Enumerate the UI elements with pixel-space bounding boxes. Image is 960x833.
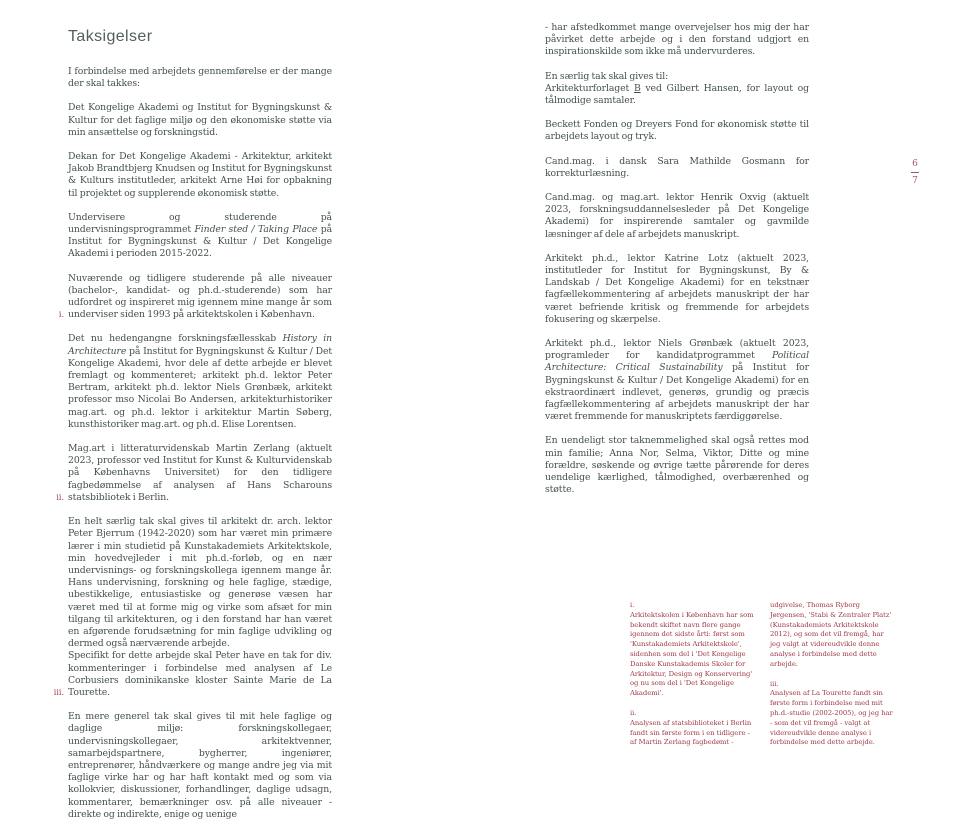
paragraph: [68, 333, 332, 431]
paragraph: I forbindelse med arbejdets gennemførelse er der mange der skal takkes:: [68, 66, 332, 90]
footnote-column-2: [770, 601, 896, 748]
page-number-top: 6: [912, 159, 918, 169]
footnote-text-i: Arkitektskolen i København har som bekendt skiftet navn flere gange igennem det sidste årti: først som 'Kunstakademiets Arkitektskole', sidenhen som del i 'Det Kongelige Danske Kunstakademis Skoler for Arkitektur, Design og Konservering' og nu som del i 'Det Kongelige Akademi'.: [630, 610, 754, 698]
text-run: på Institut for Bygningskunst & Kultur / Det Kongelige Akademi i perioden 2015-2022.: [68, 224, 333, 260]
text-run-italic: History in Architecture: [68, 333, 332, 357]
footnote-marker-i: i.: [58, 310, 64, 320]
paragraph: [56, 443, 332, 504]
text-run: ved Gilbert Hansen, for layout og tålmodige samtaler.: [545, 82, 809, 107]
paragraph: [545, 83, 809, 107]
text-run-underline: B: [633, 82, 641, 94]
footnotes: [630, 601, 896, 748]
paragraph: Beckett Fonden og Dreyers Fond for økonomisk støtte til arbejdets layout og tryk.: [545, 119, 809, 143]
text-run: Nuværende og tidligere studerende på alle niveauer (bachelor-, kandidat- og ph.d.-studerende) som har udfordret og inspireret mig igennem mine mange år som underviser siden 1993 på arkitektskolen i København.: [68, 272, 332, 321]
page-number-divider: [911, 172, 919, 173]
paragraph: En særlig tak skal gives til:: [545, 70, 669, 82]
paragraph: - har afstedkommet mange overvejelser hos mig der har påvirket dette arbejde og i den forstand udgjort en inspirationskilde som ikke må undervurderes.: [545, 22, 809, 58]
text-run: Det nu hedengangne forskningsfællesskab: [68, 333, 283, 345]
footnote-marker-ii: ii.: [56, 493, 64, 503]
footnote-text-ii-part2: udgivelse, Thomas Ryborg Jørgensen, 'Stabi & Zentraler Platz' (Kunstakademiets Arkitektskole 2012), og som det vil fremgå, har jeg valgt at videreudvikle denne analyse i forbindelse med dette arbejde.: [770, 601, 892, 668]
paragraph: Dekan for Det Kongelige Akademi - Arkitektur, arkitekt Jakob Brandtbjerg Knudsen og Institut for Bygningskunst & Kulturs institutleder, arkitekt Arne Høi for opbakning til projektet og supplerende økonomisk støtte.: [68, 151, 332, 199]
paragraph: Det Kongelige Akademi og Institut for Bygningskunst & Kultur for det faglige miljø og den økonomiske støtte via min ansættelse og forskningstid.: [68, 102, 332, 138]
paragraph: [53, 650, 332, 699]
footnote-label-ii: ii.: [630, 708, 637, 717]
paragraph: [68, 212, 332, 261]
text-run: Mag.art i litteraturvidenskab Martin Zerlang (aktuelt 2023, professor ved Institut for Kunst & Kulturvidenskab på Københavns Universitet) for den tidligere fagbedømmelse af analysen af Hans Scharouns statsbibliotek i Berlin.: [68, 443, 332, 503]
text-run-italic: Political Architecture: Critical Sustainability: [545, 350, 809, 374]
page-title: Taksigelser: [68, 28, 153, 45]
right-page-column: [545, 22, 809, 509]
paragraph: En uendeligt stor taknemmelighed skal også rettes mod min familie; Anna Nor, Selma, Viktor, Ditte og mine forældre, søskende og øvrige tætte pårørende for deres uendelige kærlighed, tålmodighed, overbærenhed og støtte.: [545, 435, 809, 496]
paragraph: Arkitekt ph.d., lektor Katrine Lotz (aktuelt 2023, institutleder for Institut for Bygningskunst, By & Landskab / Det Kongelige Akademi) for en tekstnær fagfællekommentering af arbejdets manuskript der har været befriende kritisk og fremmende for arbejdets fokusering og skærpelse.: [545, 252, 809, 325]
text-run: på Institut for Bygningskunst & Kultur / Det Kongelige Akademi, hvor dele af dette arbejde er blevet fremlagt og kommenteret; arkitekt ph.d. lektor Peter Bertram, arkitekt ph.d. lektor Niels Grønbæk, arkitekt professor mso Nicolai Bo Andersen, arkitekturhistoriker mag.art. og ph.d. lektor i arkitektur Martin Søberg, kunsthistoriker mag.art. og ph.d. Elise Lorentsen.: [68, 345, 332, 430]
footnote-label-i: i.: [630, 601, 635, 609]
paragraph: Cand.mag. og mag.art. lektor Henrik Oxvig (aktuelt 2023, forskningsuddannelsesleder på Det Kongelige Akademi) for inspirerende samtaler og gavmilde læsninger af dele af arbejdets manuskript.: [545, 192, 809, 240]
left-page-column: [53, 28, 333, 833]
text-run: Undervisere og studerende på undervisningsprogrammet: [68, 211, 332, 236]
page-number: [908, 159, 922, 186]
paragraph: [545, 338, 809, 423]
footnote-column-1: [630, 601, 756, 748]
page-number-bottom: 7: [912, 176, 918, 186]
text-run: Arkitekturforlaget: [545, 82, 634, 94]
text-run: Arkitekt ph.d., lektor Niels Grønbæk (aktuelt 2023, programleder for kandidatprogrammet: [545, 338, 809, 362]
footnote-marker-iii: iii.: [53, 688, 64, 698]
paragraph: [58, 272, 332, 322]
footnote-text-iii: Analysen af La Tourette fandt sin første form i forbindelse med mit ph.d.-studie (2002-2005), og jeg har - som det vil fremgå - valgt at videreudvikle denne analyse i forbindelse med dette arbejde.: [770, 689, 893, 747]
paragraph: Cand.mag. i dansk Sara Mathilde Gosmann for korrekturlæsning.: [545, 155, 809, 179]
text-run: på Institut for Bygningskunst & Kultur / Det Kongelige Akademi) for en ekstraordinært indlevet, generøs, grundig og præcis fagfællekommentering af arbejdets manuskript der har været fremmende for manuskriptets færdiggørelse.: [545, 362, 809, 423]
paragraph: En mere generel tak skal gives til mit hele faglige og daglige miljø: forskningskollegaer, undervisningskollegaer, arkitektvenner, samarbejdspartnere, bygherrer, ingeniører, entreprenører, håndværkere og mange andre jeg via mit faglige virke har og har haft kontakt med og som via kollokvier, diskussioner, forhandlinger, daglige udsagn, kommentarer, bemærkninger osv. på alle niveauer - direkte og indirekte, enige og uenige: [68, 711, 332, 820]
footnote-text-ii-part1: Analysen af statsbiblioteket i Berlin fandt sin første form i en tidligere - af Martin Zerlang fagbedømt -: [630, 718, 752, 747]
text-run-italic: Finder sted / Taking Place: [194, 224, 318, 236]
paragraph: En helt særlig tak skal gives til arkitekt dr. arch. lektor Peter Bjerrum (1942-2020) som har været min primære lærer i min studietid på Kunstakademiets Arkitektskole, min hovedvejleder i mit ph.d.-forløb, og en nær undervisnings- og forskningskollega igennem mange år. Hans undervisning, forskning og hele faglige, stædige, ubestikkelige, entusiastiske og generøse væsen har været med til at forme mig og virke som afsæt for min tilgang til arkitekturen, og i den forstand har han været en afgørende forudsætning for min faglige udvikling og dermed også nærværende arbejde.: [68, 516, 332, 650]
text-run: Specifikt for dette arbejde skal Peter have en tak for div. kommenteringer i forbindelse med analysen af Le Corbusiers dominikanske kloster Sainte Marie de La Tourette.: [68, 650, 332, 698]
footnote-label-iii: iii.: [770, 679, 779, 688]
